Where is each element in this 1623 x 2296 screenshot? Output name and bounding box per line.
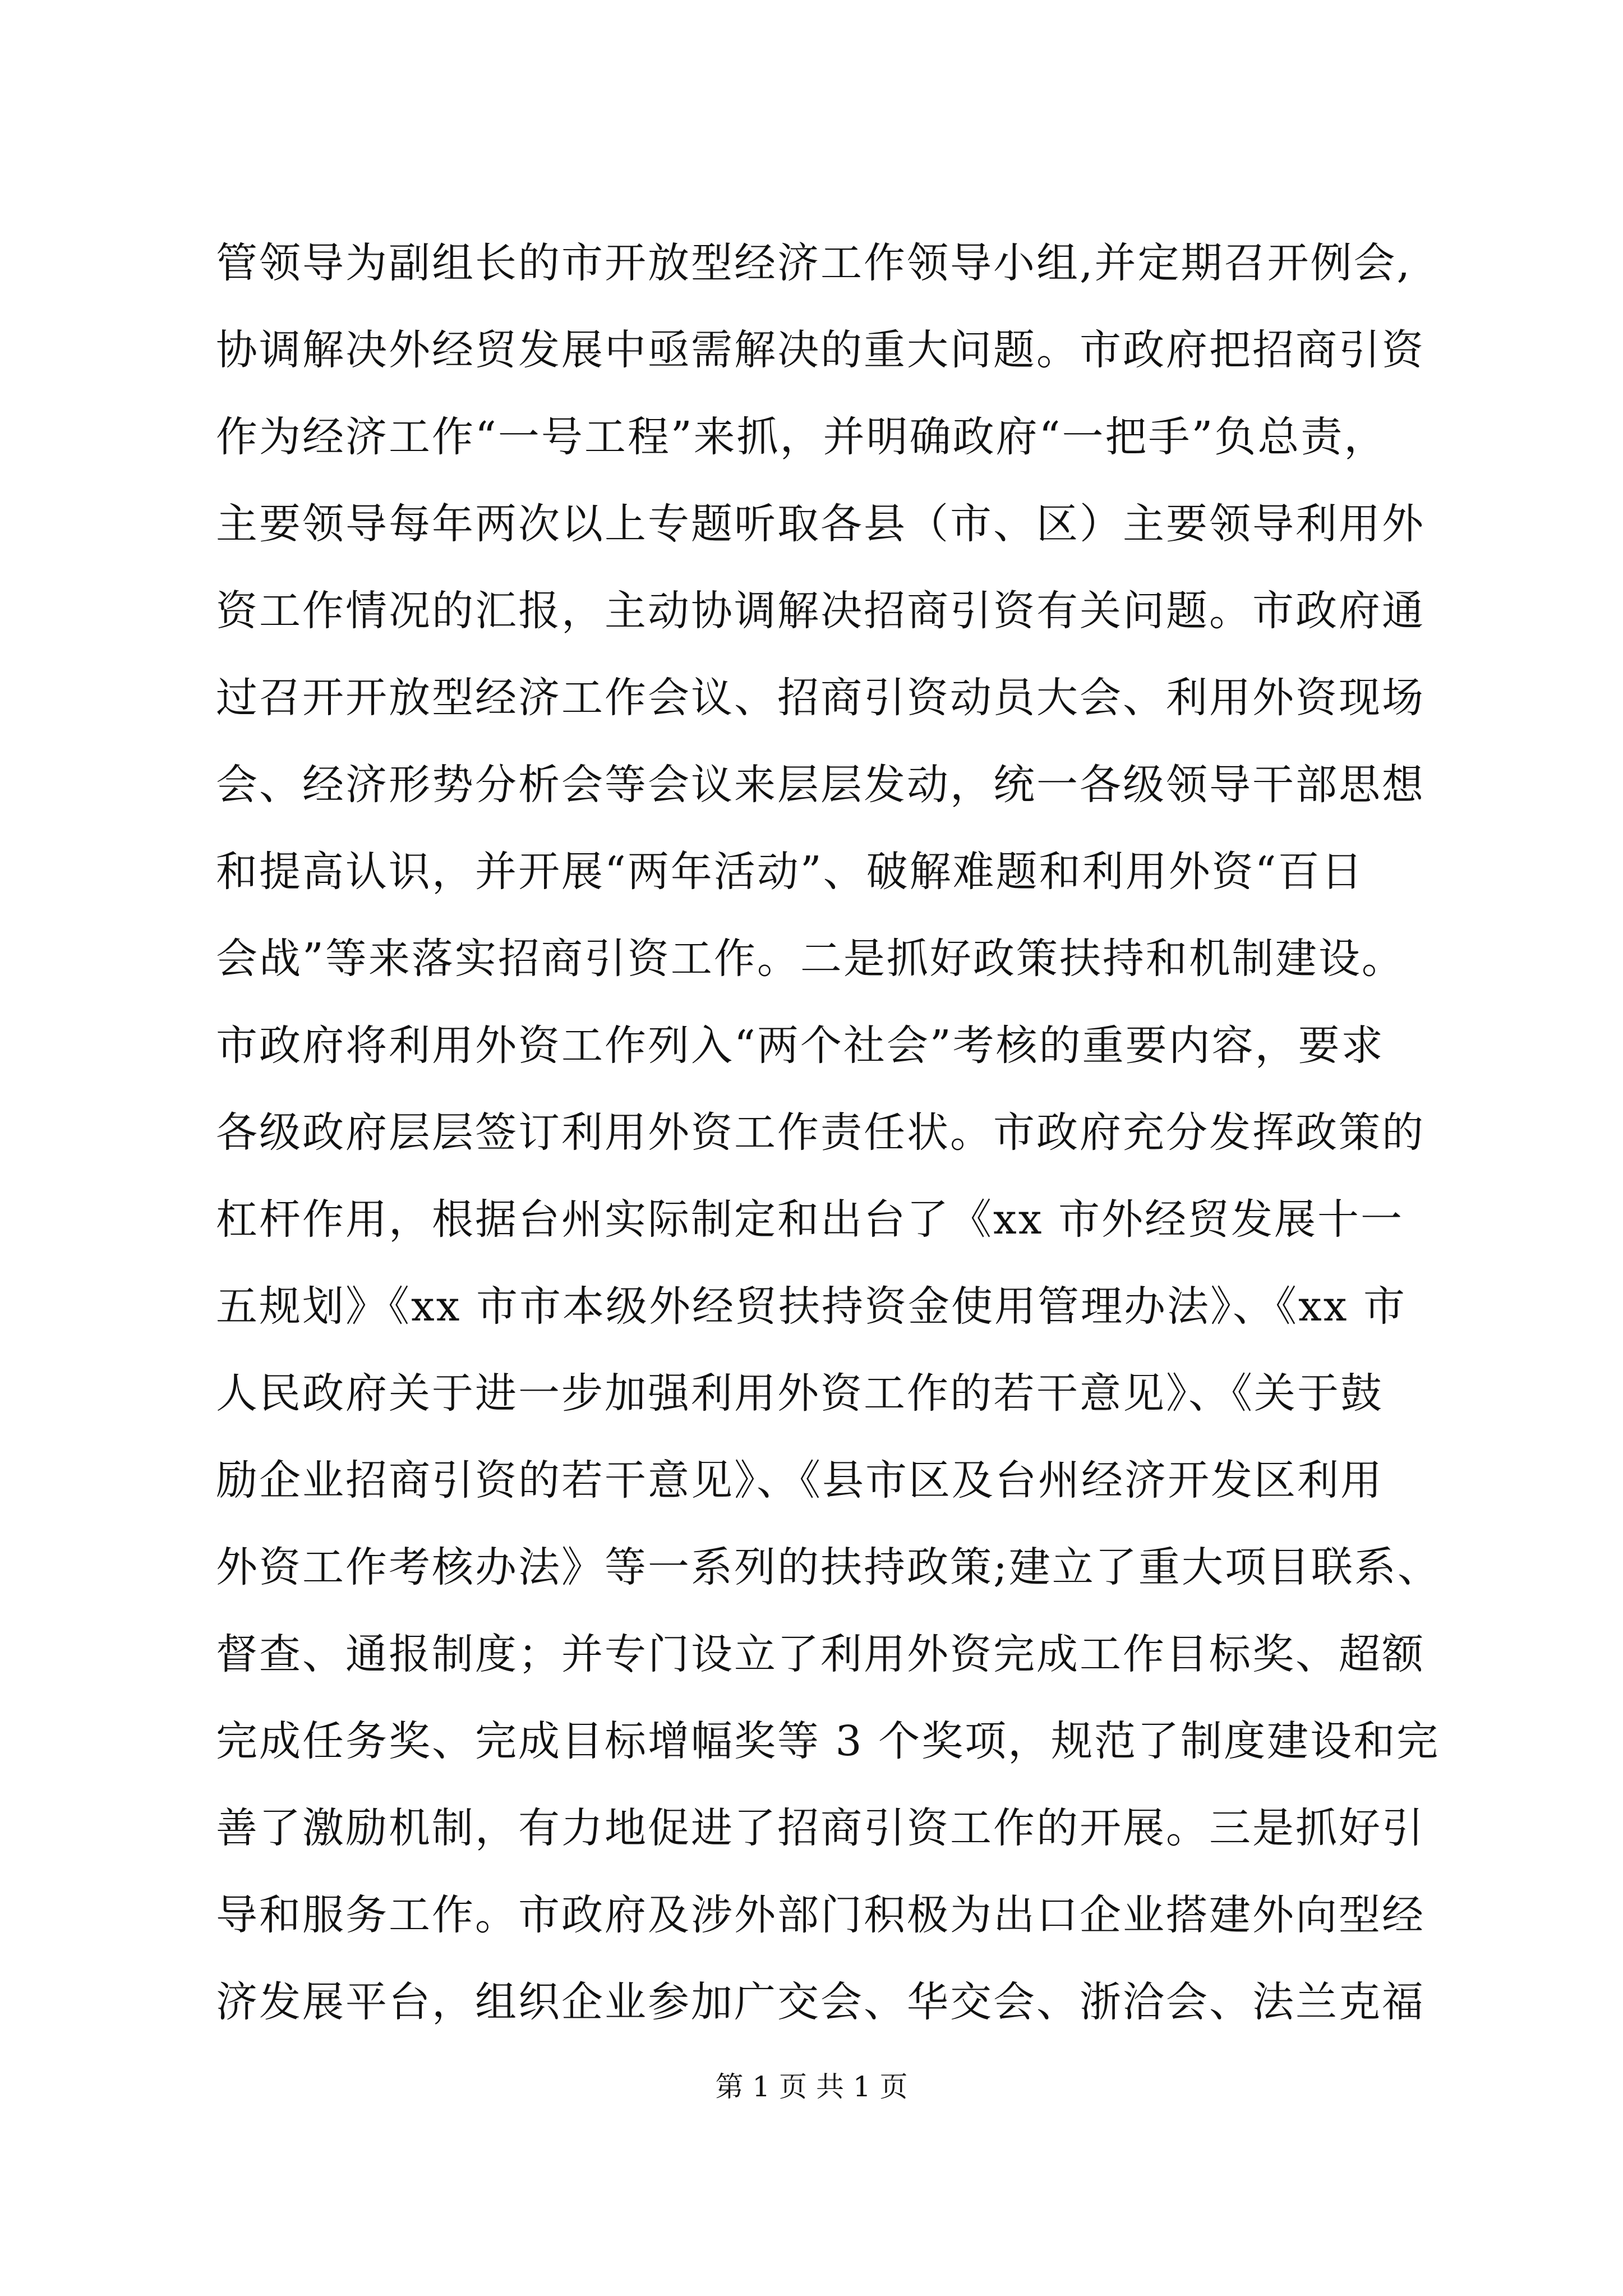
text-line: 督查、通报制度；并专门设立了利用外资完成工作目标奖、超额: [216, 1630, 1425, 1678]
text-line: 过召开开放型经济工作会议、招商引资动员大会、利用外资现场: [216, 674, 1425, 722]
text-line: 作为经济工作“一号工程”来抓，并明确政府“一把手”负总责，: [216, 413, 1387, 461]
text-line: 会战”等来落实招商引资工作。二是抓好政策扶持和机制建设。: [216, 935, 1405, 983]
text-line: 导和服务工作。市政府及涉外部门积极为出口企业搭建外向型经: [216, 1891, 1425, 1939]
page-footer: [0, 2067, 1623, 2106]
text-line: 外资工作考核办法》等一系列的扶持政策;建立了重大项目联系、: [216, 1543, 1441, 1591]
text-line: 和提高认识，并开展“两年活动”、破解难题和利用外资“百日: [216, 848, 1364, 896]
text-line: 五规划》《xx 市市本级外经贸扶持资金使用管理办法》、《xx 市: [216, 1282, 1407, 1331]
text-line: 人民政府关于进一步加强利用外资工作的若干意见》、《关于鼓: [216, 1369, 1384, 1418]
text-line: 各级政府层层签订利用外资工作责任状。市政府充分发挥政策的: [216, 1108, 1425, 1157]
text-line: 杠杆作用，根据台州实际制定和出台了《xx 市外经贸发展十一: [216, 1195, 1404, 1244]
page-number-label: 第 1 页 共 1 页: [715, 2070, 908, 2103]
text-line: 善了激励机制，有力地促进了招商引资工作的开展。三是抓好引: [216, 1804, 1425, 1852]
text-line: 资工作情况的汇报，主动协调解决招商引资有关问题。市政府通: [216, 587, 1425, 635]
text-line: 济发展平台，组织企业参加广交会、华交会、浙洽会、法兰克福: [216, 1978, 1425, 2026]
text-line: 协调解决外经贸发展中亟需解决的重大问题。市政府把招商引资: [216, 326, 1425, 374]
body-paragraph: [216, 220, 1472, 2046]
text-line: 完成任务奖、完成目标增幅奖等 3 个奖项，规范了制度建设和完: [216, 1717, 1440, 1765]
text-line: 管领导为副组长的市开放型经济工作领导小组,并定期召开例会,: [216, 239, 1412, 287]
text-line: 主要领导每年两次以上专题听取各县（市、区）主要领导利用外: [216, 500, 1425, 548]
text-line: 励企业招商引资的若干意见》、《县市区及台州经济开发区利用: [216, 1456, 1384, 1504]
text-line: 会、经济形势分析会等会议来层层发动，统一各级领导干部思想: [216, 761, 1425, 809]
text-line: 市政府将利用外资工作列入“两个社会”考核的重要内容，要求: [216, 1022, 1385, 1070]
